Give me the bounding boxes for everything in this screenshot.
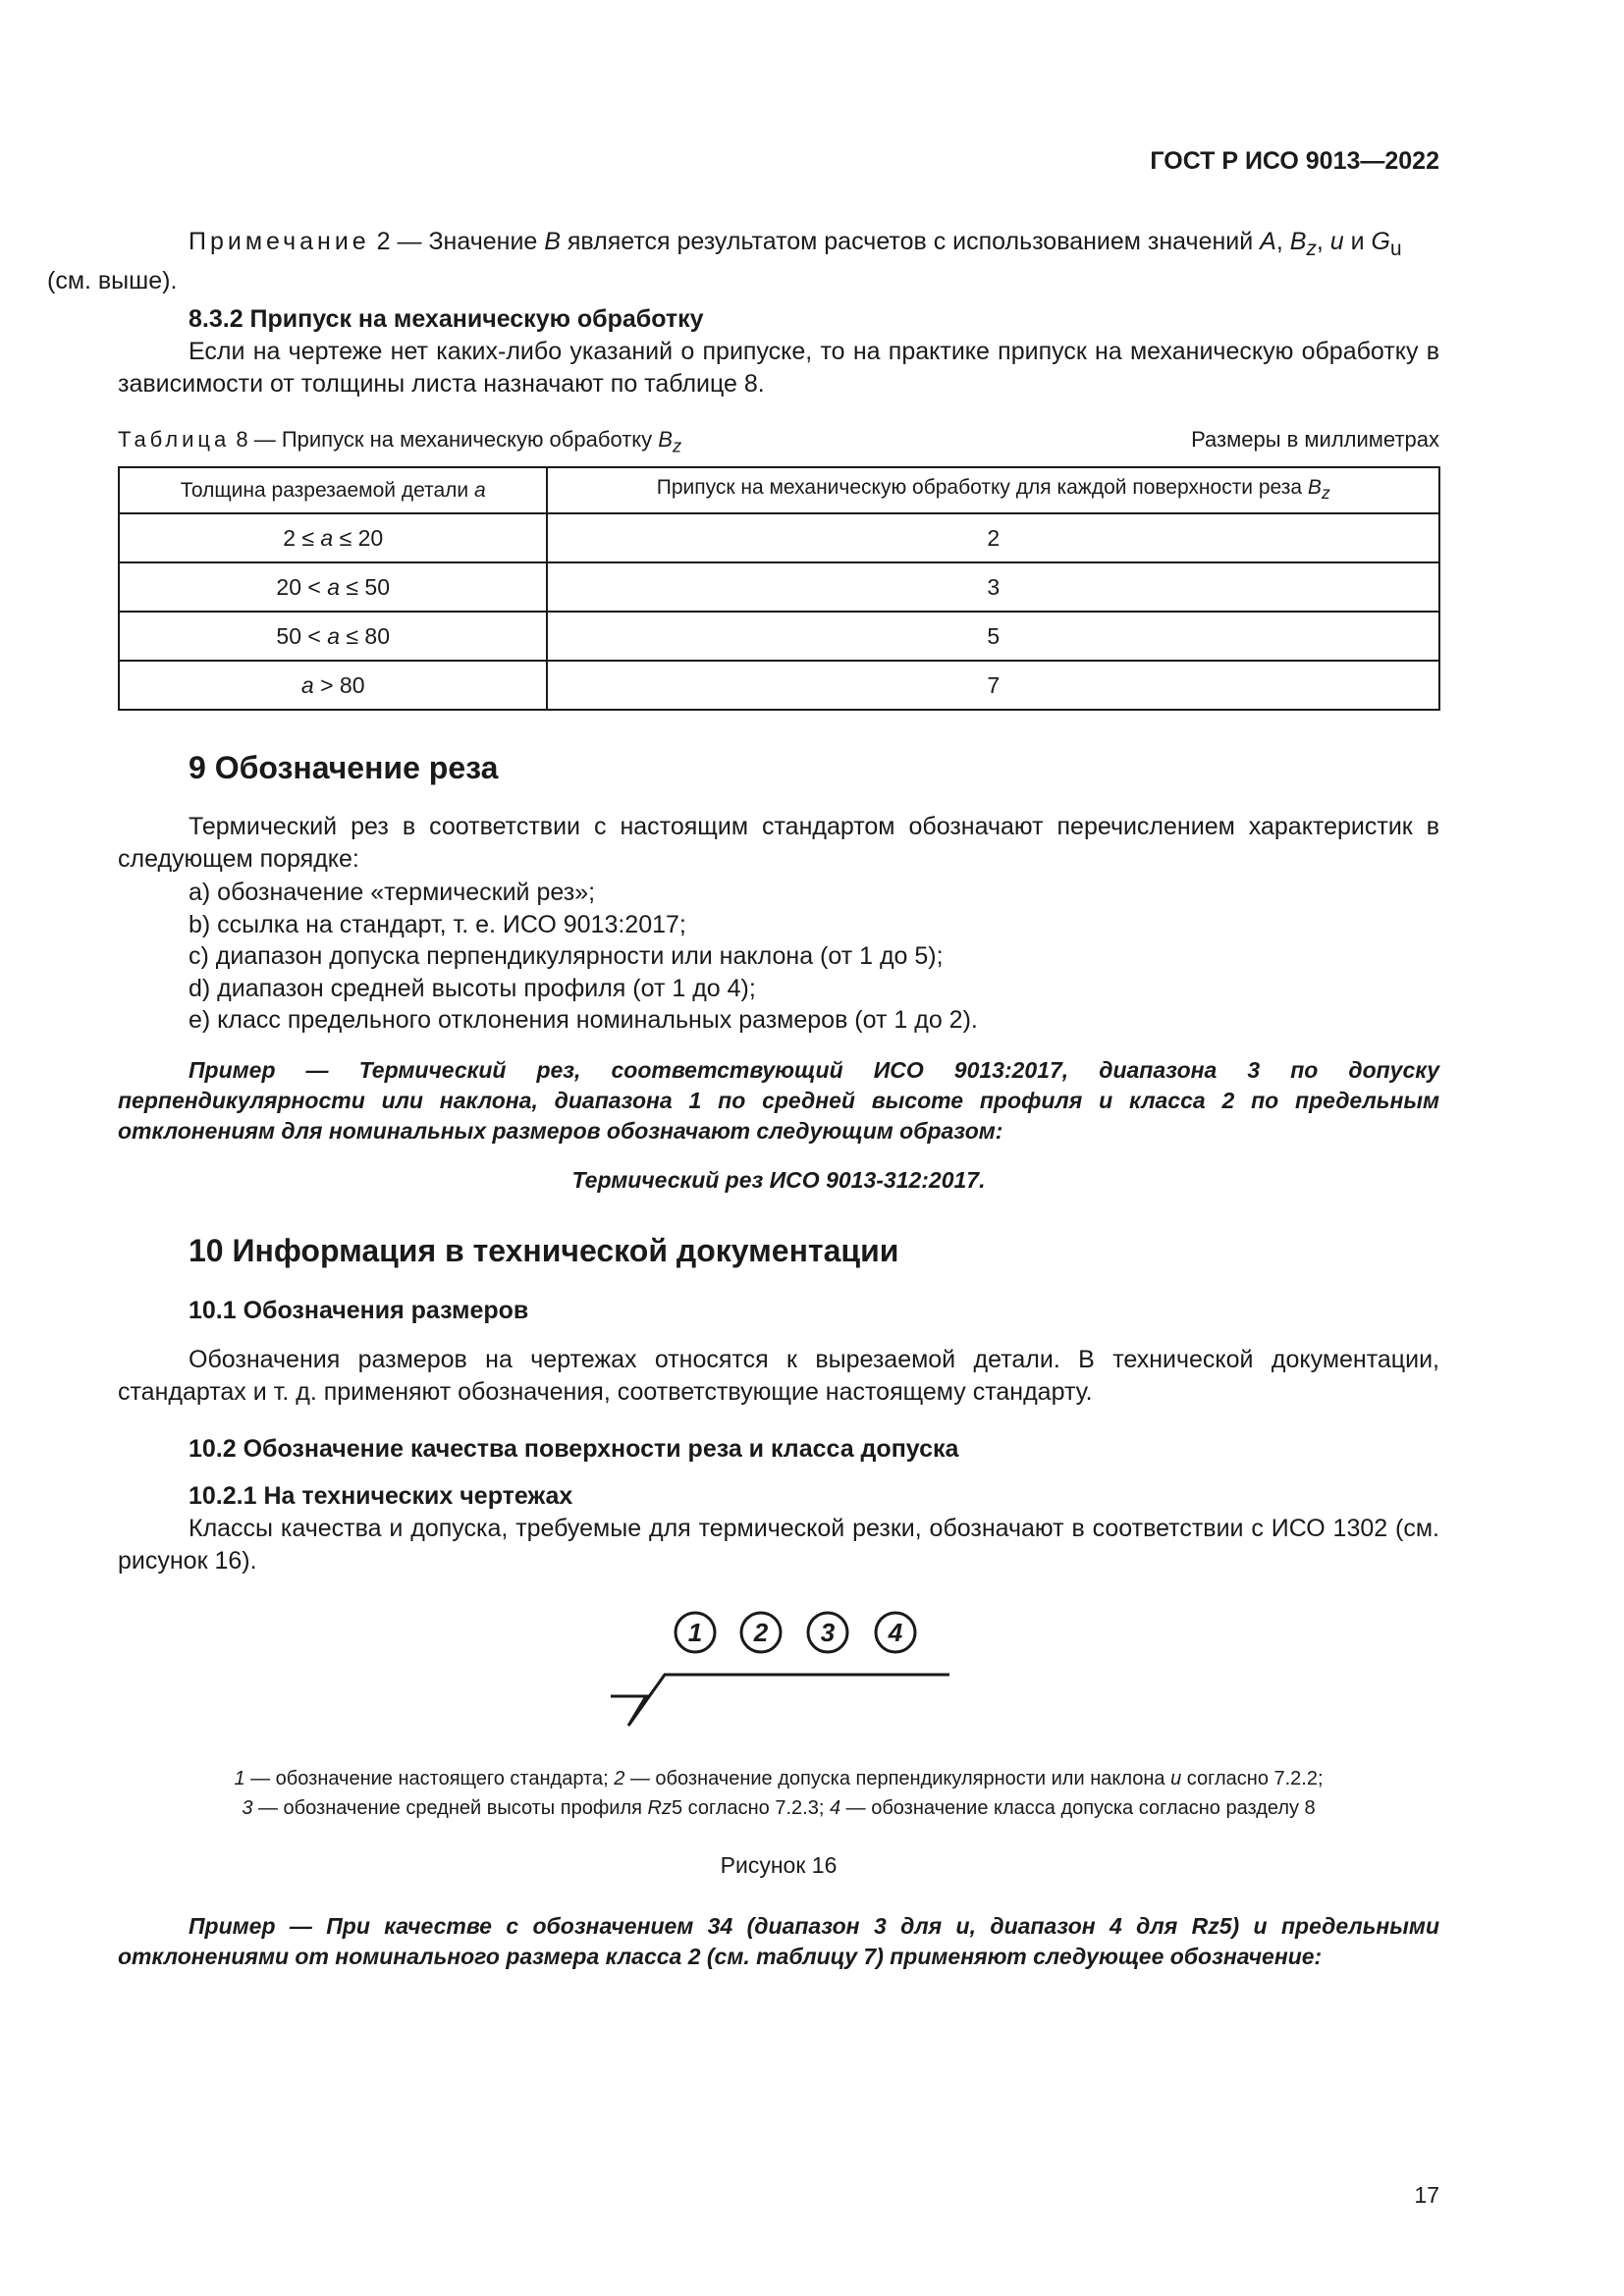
table-units: Размеры в миллиметрах <box>1191 427 1439 452</box>
legend-part: 2 <box>614 1768 625 1789</box>
legend-line-1 <box>118 1764 1439 1793</box>
range-var: a <box>300 671 314 698</box>
note-paragraph <box>47 226 1439 297</box>
list-item: a) обозначение «термический рез»; <box>189 879 596 906</box>
table-8-caption-row <box>118 427 1439 456</box>
table-row <box>119 513 1439 562</box>
designation-circle-3 <box>808 1613 847 1652</box>
table-8-caption <box>118 427 682 456</box>
circle-number: 1 <box>687 1618 703 1647</box>
figure-16-legend <box>118 1764 1439 1823</box>
legend-part: Rz <box>647 1797 672 1819</box>
note-var-u: u <box>1329 228 1344 255</box>
header-allowance-text: Припуск на механическую обработку для каждой поверхности реза <box>656 476 1308 500</box>
range-pre: 2 ≤ <box>283 524 321 551</box>
table-row <box>119 562 1439 612</box>
list-item: b) ссылка на стандарт, т. е. ИСО 9013:2017; <box>189 910 686 938</box>
legend-part: 5 согласно 7.2.3; <box>671 1797 830 1819</box>
section-9-intro: Термический рез в соответствии с настоящим стандартом обозначают перечислением характеристик в следующем порядке: <box>118 813 1439 873</box>
section-9-example: Пример — Термический рез, соответствующий ИСО 9013:2017, диапазона 3 по допуску перпендикулярности или наклона, диапазона 1 по средней высоте профиля и класса 2 по предельным отклонениям для номинальных размеров обозначают следующим образом: <box>118 1057 1439 1144</box>
section-10-2-1-text: Классы качества и допуска, требуемые для термической резки, обозначают в соответствии с ИСО 1302 (см. рисунок 16). <box>118 1515 1439 1575</box>
surface-texture-symbol <box>611 1675 949 1726</box>
legend-line-2 <box>118 1793 1439 1823</box>
range-post: ≤ 20 <box>333 524 384 551</box>
table-8 <box>118 466 1440 711</box>
thickness-range-cell <box>119 661 547 710</box>
range-post: ≤ 80 <box>340 622 390 649</box>
section-10-2-heading: 10.2 Обозначение качества поверхности реза и класса допуска <box>189 1435 959 1463</box>
designation-circle-4 <box>876 1613 915 1652</box>
allowance-value-cell: 2 <box>547 513 1439 562</box>
section-8-3-2-heading: 8.3.2 Припуск на механическую обработку <box>189 305 704 333</box>
note-var-gu-sub: u <box>1389 238 1402 260</box>
note-label: Примечание <box>189 228 370 255</box>
allowance-value-cell: 7 <box>547 661 1439 710</box>
note-text-mid: является результатом расчетов с использованием значений <box>560 228 1261 255</box>
circle-number: 4 <box>888 1618 903 1647</box>
note-var-bz-sub: z <box>1306 238 1317 260</box>
table-header-row <box>119 467 1439 513</box>
legend-part: u <box>1170 1768 1182 1789</box>
table-row <box>119 661 1439 710</box>
range-var: a <box>327 573 340 600</box>
header-allowance-sub: z <box>1321 483 1330 504</box>
header-thickness-var: a <box>473 478 486 502</box>
range-pre: 20 < <box>276 573 328 600</box>
legend-part: 4 <box>829 1797 841 1819</box>
range-var: a <box>327 622 340 649</box>
figure-16-surface-symbol <box>589 1600 982 1737</box>
range-post: > 80 <box>313 671 365 698</box>
example-designation: Термический рез ИСО 9013-312:2017. <box>571 1167 986 1193</box>
section-10-heading: 10 Информация в технической документации <box>189 1233 899 1268</box>
range-pre: 50 < <box>276 622 328 649</box>
document-id-header: ГОСТ Р ИСО 9013—2022 <box>1150 147 1439 175</box>
section-10-1-heading: 10.1 Обозначения размеров <box>189 1297 529 1324</box>
final-example: Пример — При качестве с обозначением 34 (диапазон 3 для u, диапазон 4 для Rz5) и предельными отклонениями от номинального размера класса 2 (см. таблицу 7) применяют следующее обозначение: <box>118 1913 1439 1969</box>
allowance-value-cell: 5 <box>547 612 1439 661</box>
range-var: a <box>320 524 334 551</box>
thickness-range-cell <box>119 612 547 661</box>
note-text-pre: 2 — Значение <box>369 228 545 255</box>
table-label: Таблица <box>118 427 231 452</box>
note-and: и <box>1343 228 1372 255</box>
header-allowance-var: B <box>1307 476 1322 500</box>
table-caption-sub: z <box>672 435 682 456</box>
note-var-a: A <box>1260 228 1276 255</box>
list-item: d) диапазон средней высоты профиля (от 1 до 4); <box>189 974 756 1002</box>
table-caption-var: B <box>658 427 673 452</box>
page-number: 17 <box>1414 2182 1439 2208</box>
note-var-b: B <box>544 228 561 255</box>
section-10-2-1-heading: 10.2.1 На технических чертежах <box>189 1482 573 1510</box>
section-8-3-2-text: Если на чертеже нет каких-либо указаний о припуске, то на практике припуск на механическую обработку в зависимости от толщины листа назначают по таблице 8. <box>118 338 1439 398</box>
section-9-list <box>189 877 978 1037</box>
table-caption-text: 8 — Припуск на механическую обработку <box>230 427 659 452</box>
thickness-range-cell <box>119 513 547 562</box>
range-post: ≤ 50 <box>340 573 390 600</box>
legend-part: — обозначение средней высоты профиля <box>252 1797 648 1819</box>
table-header-thickness <box>119 467 547 513</box>
thickness-range-cell <box>119 562 547 612</box>
legend-part: — обозначение класса допуска согласно разделу 8 <box>840 1797 1316 1819</box>
designation-circle-2 <box>741 1613 781 1652</box>
legend-part: 1 <box>234 1768 245 1789</box>
table-header-allowance <box>547 467 1439 513</box>
section-9-heading: 9 Обозначение реза <box>189 750 499 785</box>
header-thickness-text: Толщина разрезаемой детали <box>180 478 474 502</box>
note-line2: (см. выше). <box>47 267 178 294</box>
designation-circle-1 <box>676 1613 715 1652</box>
legend-part: 3 <box>242 1797 253 1819</box>
note-var-bz: B <box>1289 228 1307 255</box>
note-var-gu: G <box>1371 228 1390 255</box>
legend-part: — обозначение допуска перпендикулярности или наклона <box>624 1768 1171 1789</box>
figure-16-title: Рисунок 16 <box>720 1852 838 1878</box>
table-row <box>119 612 1439 661</box>
note-sep1: , <box>1275 228 1290 255</box>
list-item: c) диапазон допуска перпендикулярности или наклона (от 1 до 5); <box>189 942 944 970</box>
circle-number: 3 <box>820 1618 836 1647</box>
section-10-1-text: Обозначения размеров на чертежах относятся к вырезаемой детали. В технической документации, стандартах и т. д. применяют обозначения, соответствующие настоящему стандарту. <box>118 1346 1439 1406</box>
note-sep2: , <box>1316 228 1330 255</box>
legend-part: — обозначение настоящего стандарта; <box>244 1768 615 1789</box>
allowance-value-cell: 3 <box>547 562 1439 612</box>
circle-number: 2 <box>753 1618 769 1647</box>
list-item: e) класс предельного отклонения номинальных размеров (от 1 до 2). <box>189 1006 978 1034</box>
legend-part: согласно 7.2.2; <box>1181 1768 1324 1789</box>
